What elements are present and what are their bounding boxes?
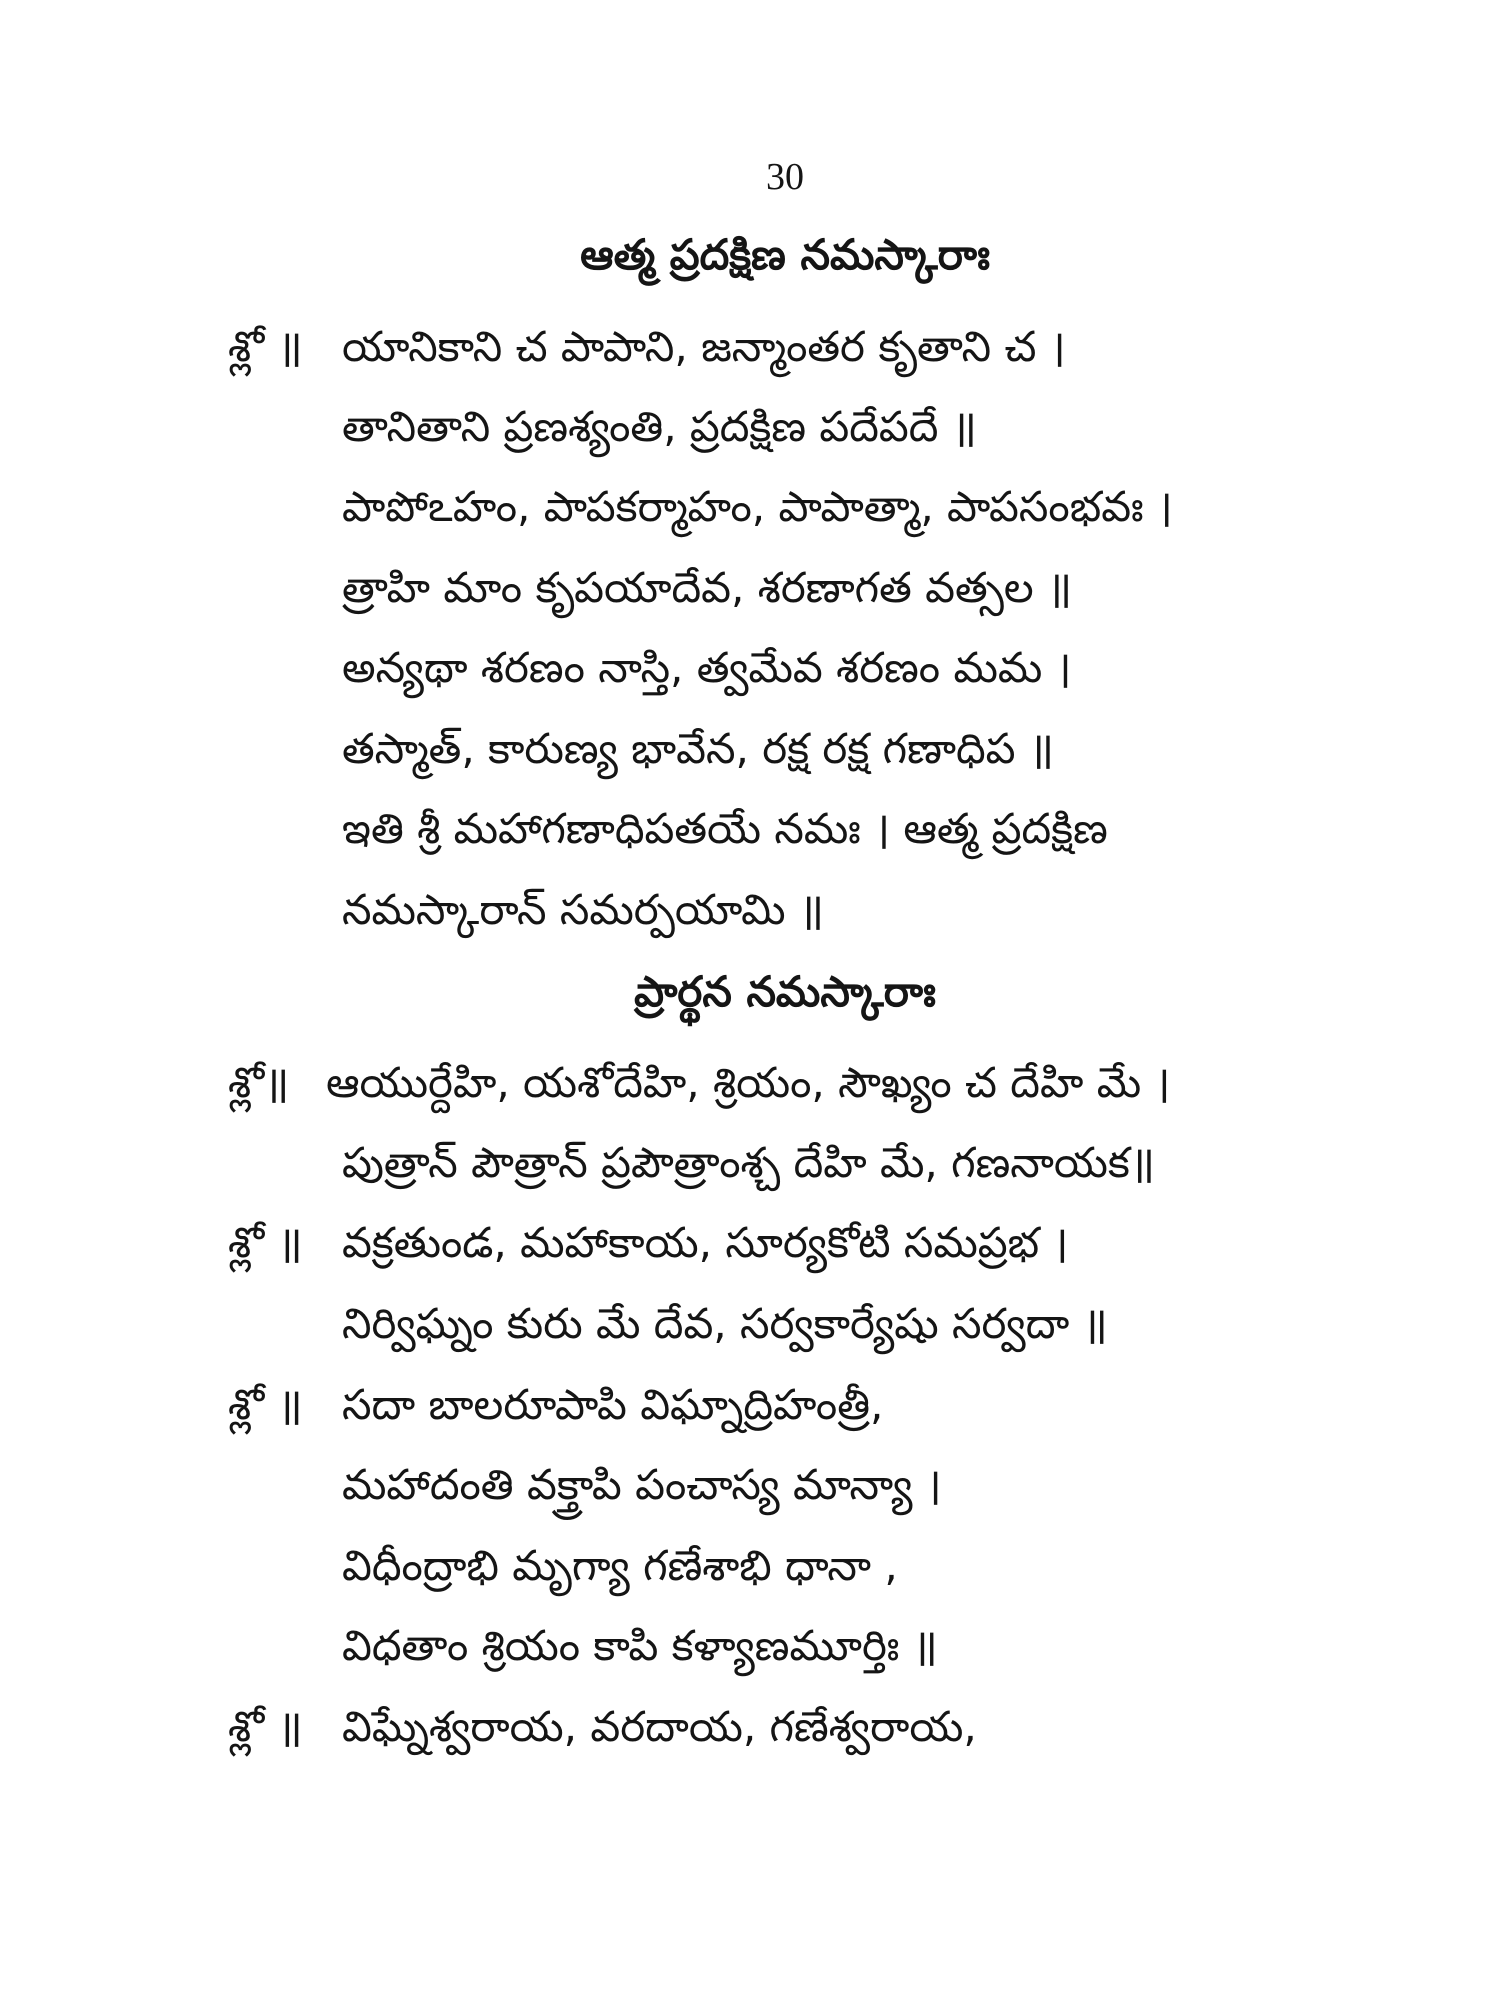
verse-line: పాపోఽహం, పాపకర్మాహం, పాపాత్మా, పాపసంభవః । — [342, 482, 1173, 531]
verse-line: పుత్రాన్ పౌత్రాన్ ప్రపౌత్రాంశ్చ దేహి మే, గణనాయక॥ — [342, 1138, 1156, 1187]
page-number: 30 — [766, 156, 804, 198]
verse-line: యానికాని చ పాపాని, జన్మాంతర కృతాని చ । — [342, 322, 1066, 371]
verse-line: త్రాహి మాం కృపయాదేవ, శరణాగత వత్సల ॥ — [342, 563, 1073, 612]
verse-line: ఇతి శ్రీ మహాగణాధిపతయే నమః । ఆత్మ ప్రదక్షిణ — [342, 804, 1108, 853]
verse-line: విధతాం శ్రియం కాపి కళ్యాణమూర్తిః ॥ — [342, 1621, 938, 1670]
verse-line: సదా బాలరూపాపి విఘ్నాద్రిహంత్రీ, — [342, 1380, 884, 1429]
verse-marker: శ్లో॥ — [228, 1058, 290, 1107]
verse-marker: శ్లో ॥ — [228, 1702, 303, 1751]
section-heading-atma-pradakshina: ఆత్మ ప్రదక్షిణ నమస్కారాః — [580, 230, 990, 279]
verse-line: ఆయుర్దేహి, యశోదేహి, శ్రియం, సౌఖ్యం చ దేహి మే । — [326, 1058, 1171, 1107]
verse-line: అన్యథా శరణం నాస్తి, త్వమేవ శరణం మమ । — [342, 643, 1072, 692]
verse-line: నిర్విఘ్నం కురు మే దేవ, సర్వకార్యేషు సర్వదా ॥ — [342, 1299, 1108, 1348]
verse-line: తస్మాత్, కారుణ్య భావేన, రక్ష రక్ష గణాధిప ॥ — [342, 724, 1055, 773]
verse-line: వక్రతుండ, మహాకాయ, సూర్యకోటి సమప్రభ । — [342, 1218, 1069, 1267]
verse-marker: శ్లో ॥ — [228, 322, 303, 371]
verse-marker: శ్లో ॥ — [228, 1380, 303, 1429]
verse-line: తానితాని ప్రణశ్యంతి, ప్రదక్షిణ పదేపదే ॥ — [342, 402, 977, 451]
verse-line: విధీంద్రాభి మృగ్యా గణేశాభి ధానా , — [342, 1541, 898, 1590]
verse-marker: శ్లో ॥ — [228, 1218, 303, 1267]
verse-line: నమస్కారాన్ సమర్పయామి ॥ — [342, 885, 825, 934]
section-heading-prarthana: ప్రార్థన నమస్కారాః — [634, 967, 936, 1016]
verse-line: మహాదంతి వక్త్రాపి పంచాస్య మాన్యా । — [342, 1460, 942, 1509]
verse-line: విఘ్నేశ్వరాయ, వరదాయ, గణేశ్వరాయ, — [342, 1702, 977, 1751]
